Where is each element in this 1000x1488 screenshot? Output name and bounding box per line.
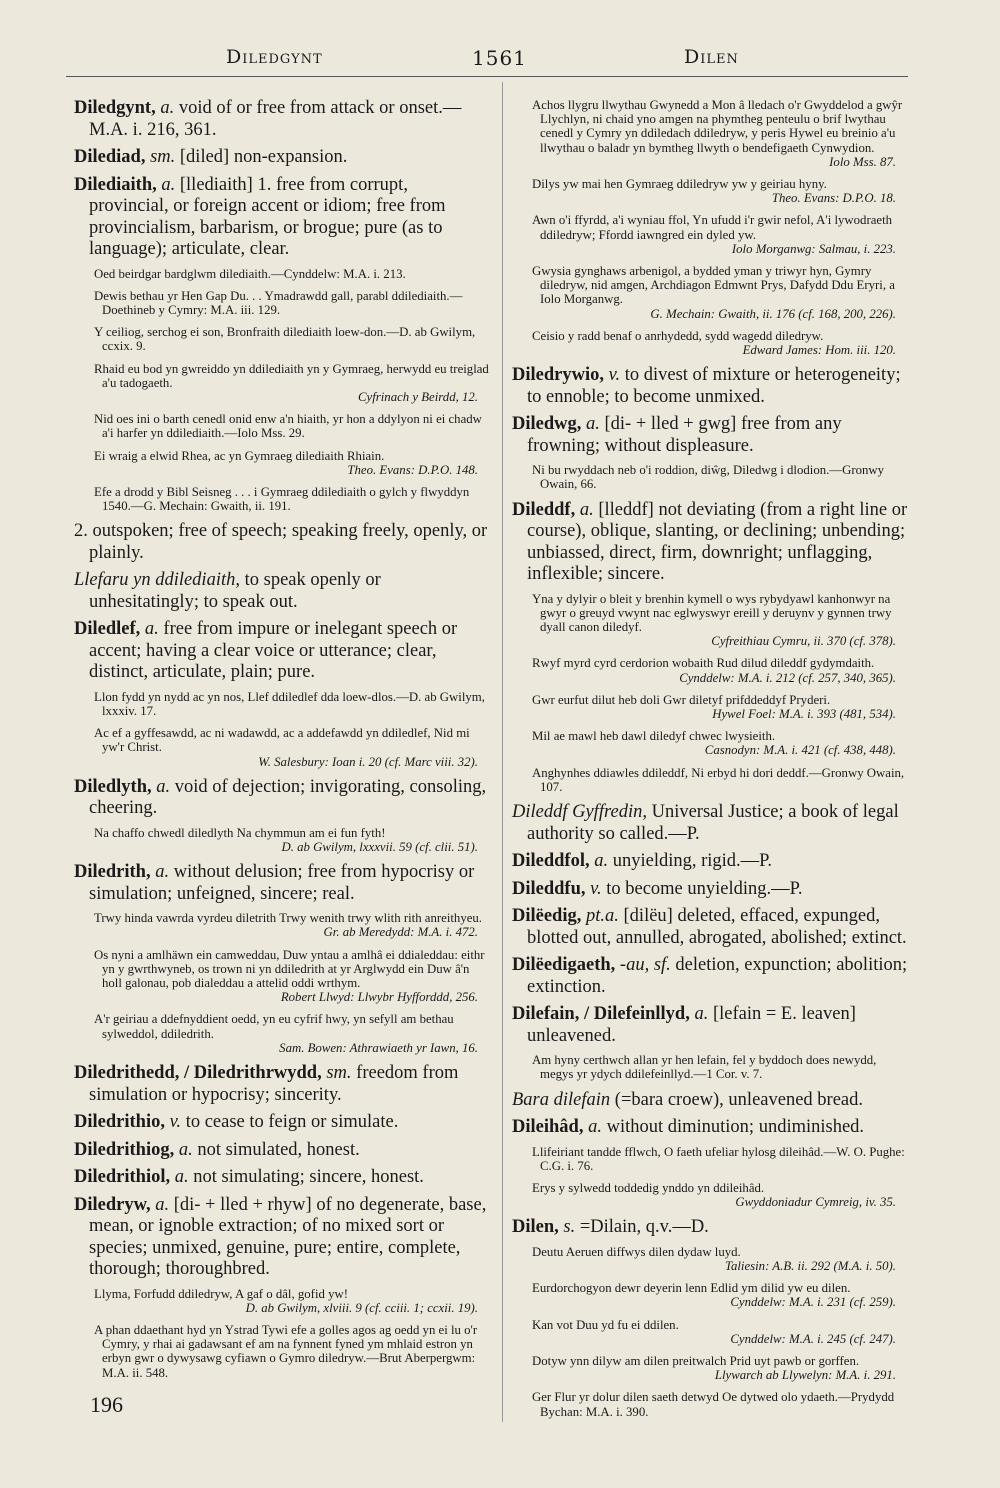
definition: void of or free from attack or onset.—M.A. i. 216, 361. — [89, 98, 462, 140]
citation-quote — [512, 766, 910, 794]
column-divider — [502, 82, 503, 1422]
quote-source: Casnodyn: M.A. i. 421 (cf. 438, 448). — [704, 743, 896, 758]
part-of-speech: a. — [579, 499, 594, 520]
part-of-speech: pt.a. — [586, 906, 619, 927]
quote-text: Nid oes ini o barth cenedl onid enw a'n hiaith, yr hon a ddylyon ni ei chadw a'i harfer yn ddilediaith.—Iolo Mss. 29. — [94, 412, 482, 441]
citation-quote — [512, 693, 910, 721]
definition: not simulating; sincere, honest. — [193, 1167, 424, 1188]
part-of-speech: a. — [144, 619, 159, 640]
phrase-entry — [512, 802, 910, 845]
citation-quote — [74, 289, 492, 317]
citation-quote — [74, 325, 492, 353]
definition: to cease to feign or simulate. — [185, 1112, 399, 1133]
headword-wrap — [74, 777, 152, 797]
headword: Dilëedig, — [512, 906, 582, 927]
quote-text: Rwyf myrd cyrd cerdorion wobaith Rud dilud dileddf gydymdaith. — [532, 656, 875, 671]
headword: Dileddf, — [512, 499, 576, 520]
citation-quote — [74, 362, 492, 405]
part-of-speech: a. — [155, 862, 170, 883]
citation-quote — [512, 1390, 910, 1418]
headword: Diledrywio, — [512, 365, 604, 386]
quote-source: Theo. Evans: D.P.O. 18. — [771, 191, 896, 206]
dictionary-entry — [74, 1195, 492, 1281]
part-of-speech: a. — [155, 1194, 170, 1215]
quote-text: Llon fydd yn nydd ac yn nos, Llef ddiledlef dda loew-dlos.—D. ab Gwilym, lxxxiv. 17. — [94, 689, 485, 719]
citation-quote — [74, 826, 492, 854]
phrase-entry — [74, 570, 492, 613]
headword: Dilefeinllyd, — [593, 1004, 690, 1025]
headword: Diledryw, — [74, 1194, 151, 1215]
headword-wrap: Diledrithedd, / Diledrithrwydd, — [74, 1063, 322, 1084]
part-of-speech: a. — [156, 776, 171, 797]
citation-quote — [74, 449, 492, 477]
citation-quote — [512, 1281, 910, 1309]
quote-source: G. Mechain: Gwaith, ii. 176 (cf. 168, 200, 226). — [650, 306, 896, 321]
quote-source: Iolo Mss. 87. — [829, 154, 896, 169]
citation-quote — [512, 592, 910, 649]
citation-quote — [512, 1318, 910, 1346]
headword: Dileihâd, — [512, 1117, 584, 1137]
citation-quote — [512, 264, 910, 321]
quote-source: Edward James: Hom. iii. 120. — [742, 343, 896, 358]
quote-source: Cynddelw: M.A. i. 231 (cf. 259). — [730, 1295, 896, 1310]
quote-source: Sam. Bowen: Athrawiaeth yr Iawn, 16. — [279, 1040, 478, 1055]
dictionary-entry — [512, 851, 910, 873]
dictionary-entry — [512, 500, 910, 586]
dictionary-entry-pair — [74, 1063, 492, 1106]
quote-source: Gr. ab Meredydd: M.A. i. 472. — [323, 925, 478, 940]
definition: Universal Justice; a book of legal authority so called.—P. — [527, 802, 899, 844]
dictionary-entry — [512, 906, 910, 949]
headword: Dileddfol, — [512, 851, 590, 872]
running-head-left: Diledgynt — [226, 46, 323, 68]
definition: to divest of mixture or heterogeneity; to ennoble; to become unmixed. — [527, 365, 901, 407]
headword-wrap — [512, 1217, 559, 1237]
quote-text: Ger Flur yr dolur dilen saeth detwyd Oe dytwed olo ydaeth.—Prydydd Bychan: M.A. i. 390. — [532, 1390, 895, 1419]
citation-quote — [512, 729, 910, 757]
quote-text: Awn o'i ffyrdd, a'i wyniau ffol, Yn ufudd i'r gwir nefol, A'i lywodraeth ddiledryw; Ffordd iawngred ein dyled yw. — [532, 213, 893, 242]
headword-wrap — [512, 851, 590, 871]
headword: Diledrithrwydd, — [193, 1063, 322, 1084]
quote-source: Hywel Foel: M.A. i. 393 (481, 534). — [712, 707, 896, 722]
dictionary-entry — [512, 1217, 910, 1239]
quote-source: Gwyddoniadur Cymreig, iv. 35. — [735, 1195, 896, 1210]
headword-wrap — [74, 147, 145, 167]
quote-source: Taliesin: A.B. ii. 292 (M.A. i. 50). — [725, 1259, 896, 1274]
quote-text: Dilys yw mai hen Gymraeg ddiledryw yw y geiriau hyny. — [532, 177, 827, 192]
quote-text: Ni bu rwyddach neb o'i roddion, diŵg, Diledwg i dlodion.—Gronwy Owain, 66. — [532, 463, 885, 492]
headword: Diledrithiol, — [74, 1167, 171, 1188]
quote-text: A'r geiriau a ddefnyddient oedd, yn eu cyfrif hwy, yn sefyll am bethau sylweddol, ddiledrith. — [94, 1012, 454, 1041]
citation-quote — [512, 213, 910, 256]
quote-text: Dewis bethau yr Hen Gap Du. . . Ymadrawdd gall, parabl ddilediaith.—Doethineb y Cymry: M.A. iii. 129. — [94, 288, 463, 317]
quote-text: Y ceiliog, serchog ei son, Bronfraith dilediaith loew-don.—D. ab Gwilym, ccxix. 9. — [94, 325, 476, 354]
sense-definition — [74, 521, 492, 564]
definition: [diled] non-expansion. — [179, 147, 348, 167]
quote-text: Dotyw ynn dilyw am dilen preitwalch Prid uyt pawb or gorffen. — [532, 1354, 860, 1369]
citation-quote — [512, 329, 910, 357]
quote-text: Ei wraig a elwid Rhea, ac yn Gymraeg dilediaith Rhiain. — [94, 448, 385, 463]
part-of-speech: a. — [178, 1139, 193, 1160]
headword-wrap — [512, 955, 615, 975]
citation-quote — [74, 267, 492, 281]
citation-quote — [512, 177, 910, 205]
definition: [lefain = E. leaven] unleavened. — [527, 1004, 856, 1046]
left-column — [74, 98, 492, 1388]
definition: [di- + lled + gwg] free from any frowning; without displeasure. — [527, 414, 842, 456]
part-of-speech: sm. — [326, 1063, 352, 1084]
quote-text: Na chaffo chwedl diledlyth Na chymmun am ei fun fyth! — [94, 825, 386, 840]
headword-wrap: Dilefain, / Dilefeinllyd, — [512, 1004, 690, 1025]
quote-source: Llywarch ab Llywelyn: M.A. i. 291. — [714, 1368, 896, 1383]
quote-source: D. ab Gwilym, xlviii. 9 (cf. cciii. 1; ccxii. 19). — [245, 1300, 478, 1315]
dictionary-entry — [512, 414, 910, 457]
definition: deletion, expunction; abolition; extinction. — [527, 955, 908, 997]
part-of-speech: a. — [594, 851, 609, 872]
citation-quote — [512, 1354, 910, 1382]
part-of-speech: v. — [169, 1112, 182, 1133]
citation-quote — [74, 1287, 492, 1315]
citation-quote — [512, 656, 910, 684]
definition: unyielding, rigid.—P. — [612, 851, 773, 872]
citation-quote — [74, 485, 492, 513]
citation-quote — [512, 98, 910, 169]
quote-text: Kan vot Duu yd fu ei ddilen. — [532, 1317, 679, 1332]
headword: Dilefain, — [512, 1004, 580, 1025]
headword: Dilediad, — [74, 147, 146, 167]
right-column — [512, 98, 910, 1427]
dictionary-entry — [512, 955, 910, 998]
phrase-entry — [512, 1090, 910, 1112]
quote-text: Achos llygru llwythau Gwynedd a Mon â lledach o'r Gwyddelod a gwŷr Llychlyn, ni chaid yno amgen na phymtheg penteulu o brif lwythau cenedl y Cymry yn ddiledach ddiledryw, y peris Hywel eu breinio a'u llwythau o baladr yn bymtheg llwyth o bendefigaeth Cynwydion. — [532, 98, 903, 155]
headword: Dileddfu, — [512, 878, 586, 899]
part-of-speech: a. — [586, 414, 600, 435]
headword-wrap — [512, 414, 581, 434]
quote-text: Mil ae mawl heb dawl diledyf chwec lwysieith. — [532, 729, 776, 744]
definition: 2. outspoken; free of speech; speaking freely, openly, or plainly. — [74, 521, 488, 563]
headword-wrap — [74, 862, 151, 882]
citation-quote — [74, 1323, 492, 1380]
citation-quote — [74, 911, 492, 939]
part-of-speech: a. — [174, 1167, 189, 1188]
headword: Diledgynt, — [74, 98, 156, 118]
quote-text: Erys y sylwedd toddedig ynddo yn ddileihâd. — [532, 1180, 765, 1195]
quote-source: Iolo Morganwg: Salmau, i. 223. — [731, 241, 896, 256]
quote-text: A phan ddaethant hyd yn Ystrad Tywi efe a golles agos ag oedd yn ei lu o'r Cymry, y rhai ai gadawsant ef am na fynnent fyned ym mhlaid estron yn erbyn gwr o dywysawg cyfiawn o Gymro diledryw.—Brut Aberpergwm: M.A. ii. 548. — [94, 1323, 478, 1380]
dictionary-entry-pair — [512, 1004, 910, 1047]
quote-source: Cynddelw: M.A. i. 212 (cf. 257, 340, 365). — [679, 670, 896, 685]
quote-text: Oed beirdgar bardglwm dilediaith.—Cynddelw: M.A. i. 213. — [94, 266, 406, 281]
running-head-right: Dilen — [684, 46, 739, 68]
quote-text: Llifeiriant tandde fflwch, O faeth ufeliar hylosg dileihâd.—W. O. Pughe: C.G. i. 76. — [532, 1144, 905, 1173]
definition: without diminution; undiminished. — [606, 1117, 865, 1137]
headword-wrap — [74, 1140, 174, 1160]
dictionary-entry — [74, 1112, 492, 1134]
quote-text: Llyma, Forfudd ddiledryw, A gaf o dâl, gofid yw! — [94, 1286, 349, 1301]
definition: [lleddf] not deviating (from a right line or course), oblique, slanting, or declining; unbending; unbiassed, direct, firm, downright; unflagging, inflexible; sincere. — [527, 499, 908, 585]
part-of-speech: sm. — [150, 147, 176, 167]
headword: Diledlyth, — [74, 776, 152, 797]
definition: not simulated, honest. — [197, 1139, 360, 1160]
header-rule — [66, 76, 908, 77]
part-of-speech: v. — [608, 365, 621, 386]
dictionary-entry — [74, 175, 492, 261]
definition: [dilëu] deleted, effaced, expunged, blotted out, annulled, abrogated, abolished; extinct. — [527, 906, 907, 948]
part-of-speech: a. — [694, 1004, 709, 1025]
part-of-speech: a. — [161, 174, 176, 195]
quote-source: Cyfreithiau Cymru, ii. 370 (cf. 378). — [711, 634, 896, 649]
headword-wrap — [512, 1117, 583, 1137]
headword-wrap — [74, 1195, 151, 1215]
quote-source: Robert Llwyd: Llwybr Hyfforddd, 256. — [280, 990, 478, 1005]
quote-source: Cyfrinach y Beirdd, 12. — [357, 389, 478, 404]
part-of-speech: a. — [588, 1117, 602, 1137]
quote-text: Deutu Aeruen diffwys dilen dydaw luyd. — [532, 1244, 741, 1259]
quote-source: Cynddelw: M.A. i. 245 (cf. 247). — [730, 1331, 896, 1346]
headword-wrap — [74, 98, 156, 118]
definition: to become unyielding.—P. — [606, 878, 803, 899]
page-number: 1561 — [472, 46, 527, 70]
headword: Diledrithio, — [74, 1112, 165, 1133]
definition: free from impure or inelegant speech or accent; having a clear voice or utterance; clear, distinct, articulate, plain; pure. — [89, 619, 458, 683]
part-of-speech: s. — [563, 1217, 576, 1238]
citation-quote — [74, 726, 492, 769]
headword: Diledrithiog, — [74, 1139, 175, 1160]
headword-wrap — [512, 365, 604, 385]
headword-wrap — [74, 175, 157, 195]
headword: Diledrithedd, — [74, 1063, 180, 1084]
dictionary-entry — [512, 365, 910, 408]
dictionary-entry — [512, 879, 910, 901]
headword-wrap — [512, 906, 581, 926]
citation-quote — [74, 690, 492, 718]
dictionary-entry — [74, 147, 492, 169]
headword: Dilen, — [512, 1217, 559, 1238]
quote-text: Ac ef a gyffesawdd, ac ni wadawdd, ac a addefawdd yn ddiledlef, Nid mi yw'r Christ. — [94, 726, 470, 755]
dictionary-entry — [74, 1167, 492, 1189]
quote-text: Ceisio y radd benaf o anrhydedd, sydd wagedd diledryw. — [532, 328, 824, 343]
quote-text: Efe a drodd y Bibl Seisneg . . . i Gymraeg ddilediaith o gylch y flwyddyn 1540.—G. Mechain: Gwaith, ii. 191. — [94, 484, 470, 514]
quote-source: Theo. Evans: D.P.O. 148. — [347, 462, 478, 477]
headword: Dilediaith, — [74, 174, 157, 195]
quote-text: Yna y dylyir o bleit y brenhin kymell o wys rybydyawl kanhonwyr na gwyr o greuyd vwynt nac eglwyswyr ereill y deruynv y gynnen trwy dyall canon diledyf. — [532, 591, 892, 635]
quote-text: Gwr eurfut dilut heb doli Gwr diletyf prifddeddyf Pryderi. — [532, 692, 831, 707]
dictionary-entry — [74, 1140, 492, 1162]
citation-quote — [512, 1053, 910, 1081]
dictionary-entry — [74, 98, 492, 141]
quote-text: Rhaid eu bod yn gwreiddo yn ddilediaith yn y Gymraeg, herwydd eu treiglad a'u tadogaeth. — [94, 361, 489, 390]
signature-mark: 196 — [90, 1392, 123, 1417]
citation-quote — [74, 412, 492, 440]
quote-text: Os nyni a amlhäwn ein camweddau, Duw yntau a amlhâ ei ddialeddau: eithr yn y gwrthwyneb, os trown ni yn ddiledrith at yr Arglwydd ein Duw â'n holl galonau, pob dialeddau a attelid oddi wrthym. — [94, 947, 485, 991]
definition: =Dilain, q.v.—D. — [579, 1217, 709, 1238]
quote-source: D. ab Gwilym, lxxxvii. 59 (cf. clii. 51). — [281, 840, 478, 855]
headword: Diledlef, — [74, 619, 141, 640]
definition: without delusion; free from hypocrisy or simulation; unfeigned, sincere; real. — [89, 862, 475, 904]
phrase: Bara dilefain — [512, 1089, 611, 1110]
definition: (=bara croew), unleavened bread. — [614, 1089, 864, 1110]
definition: [llediaith] 1. free from corrupt, provincial, or foreign accent or idiom; free from provincialism, barbarism, or brogue; pure (as to language); articulate, clear. — [89, 174, 446, 259]
part-of-speech: v. — [590, 878, 602, 899]
definition: freedom from simulation or hypocrisy; sincerity. — [89, 1063, 459, 1105]
part-of-speech: -au, sf. — [619, 955, 671, 976]
quote-text: Trwy hinda vawrda vyrdeu diletrith Trwy wenith trwy wlith rith anreithyeu. — [94, 911, 483, 926]
citation-quote — [74, 1012, 492, 1055]
dictionary-entry — [512, 1117, 910, 1139]
definition: to speak openly or unhesitatingly; to speak out. — [89, 570, 381, 612]
headword: Diledwg, — [512, 414, 582, 435]
headword-wrap — [512, 500, 575, 520]
quote-text: Anghynhes ddiawles ddileddf, Ni erbyd hi dori deddf.—Gronwy Owain, 107. — [532, 765, 905, 794]
citation-quote — [74, 948, 492, 1005]
quote-text: Eurdorchogyon dewr deyerin lenn Edlid ym dilid yw eu dilen. — [532, 1281, 851, 1296]
dictionary-entry — [74, 619, 492, 684]
headword: Dilëedigaeth, — [512, 955, 616, 976]
definition: [di- + lled + rhyw] of no degenerate, base, mean, or ignoble extraction; of no mixed sort or species; unmixed, genuine, pure; entire, complete, thorough; thoroughbred. — [89, 1194, 487, 1280]
headword-wrap — [74, 619, 140, 639]
headword-wrap — [74, 1112, 165, 1132]
definition: void of dejection; invigorating, consoling, cheering. — [89, 776, 487, 819]
citation-quote — [512, 1245, 910, 1273]
dictionary-entry — [74, 862, 492, 905]
headword: Diledrith, — [74, 862, 151, 883]
quote-text: Am hyny certhwch allan yr hen lefain, fel y byddoch does newydd, megys yr ydych ddilefeinllyd.—1 Cor. v. 7. — [532, 1053, 877, 1082]
headword-wrap — [74, 1167, 170, 1187]
quote-text: Gwysia gynghaws arbenigol, a bydded yman y triwyr hyn, Gymry diledryw, nid amgen, Archdiagon Edmwnt Prys, Dafydd Ddu Eryri, a Iolo Morganwg. — [532, 264, 895, 307]
citation-quote — [512, 1181, 910, 1209]
part-of-speech: a. — [160, 98, 175, 118]
dictionary-entry — [74, 777, 492, 820]
quote-source: W. Salesbury: Ioan i. 20 (cf. Marc viii. 32). — [258, 754, 478, 769]
citation-quote — [512, 1145, 910, 1173]
phrase: Dileddf Gyffredin, — [512, 802, 647, 823]
phrase: Llefaru yn ddilediaith, — [74, 570, 240, 591]
headword-wrap — [512, 879, 586, 899]
citation-quote — [512, 463, 910, 491]
